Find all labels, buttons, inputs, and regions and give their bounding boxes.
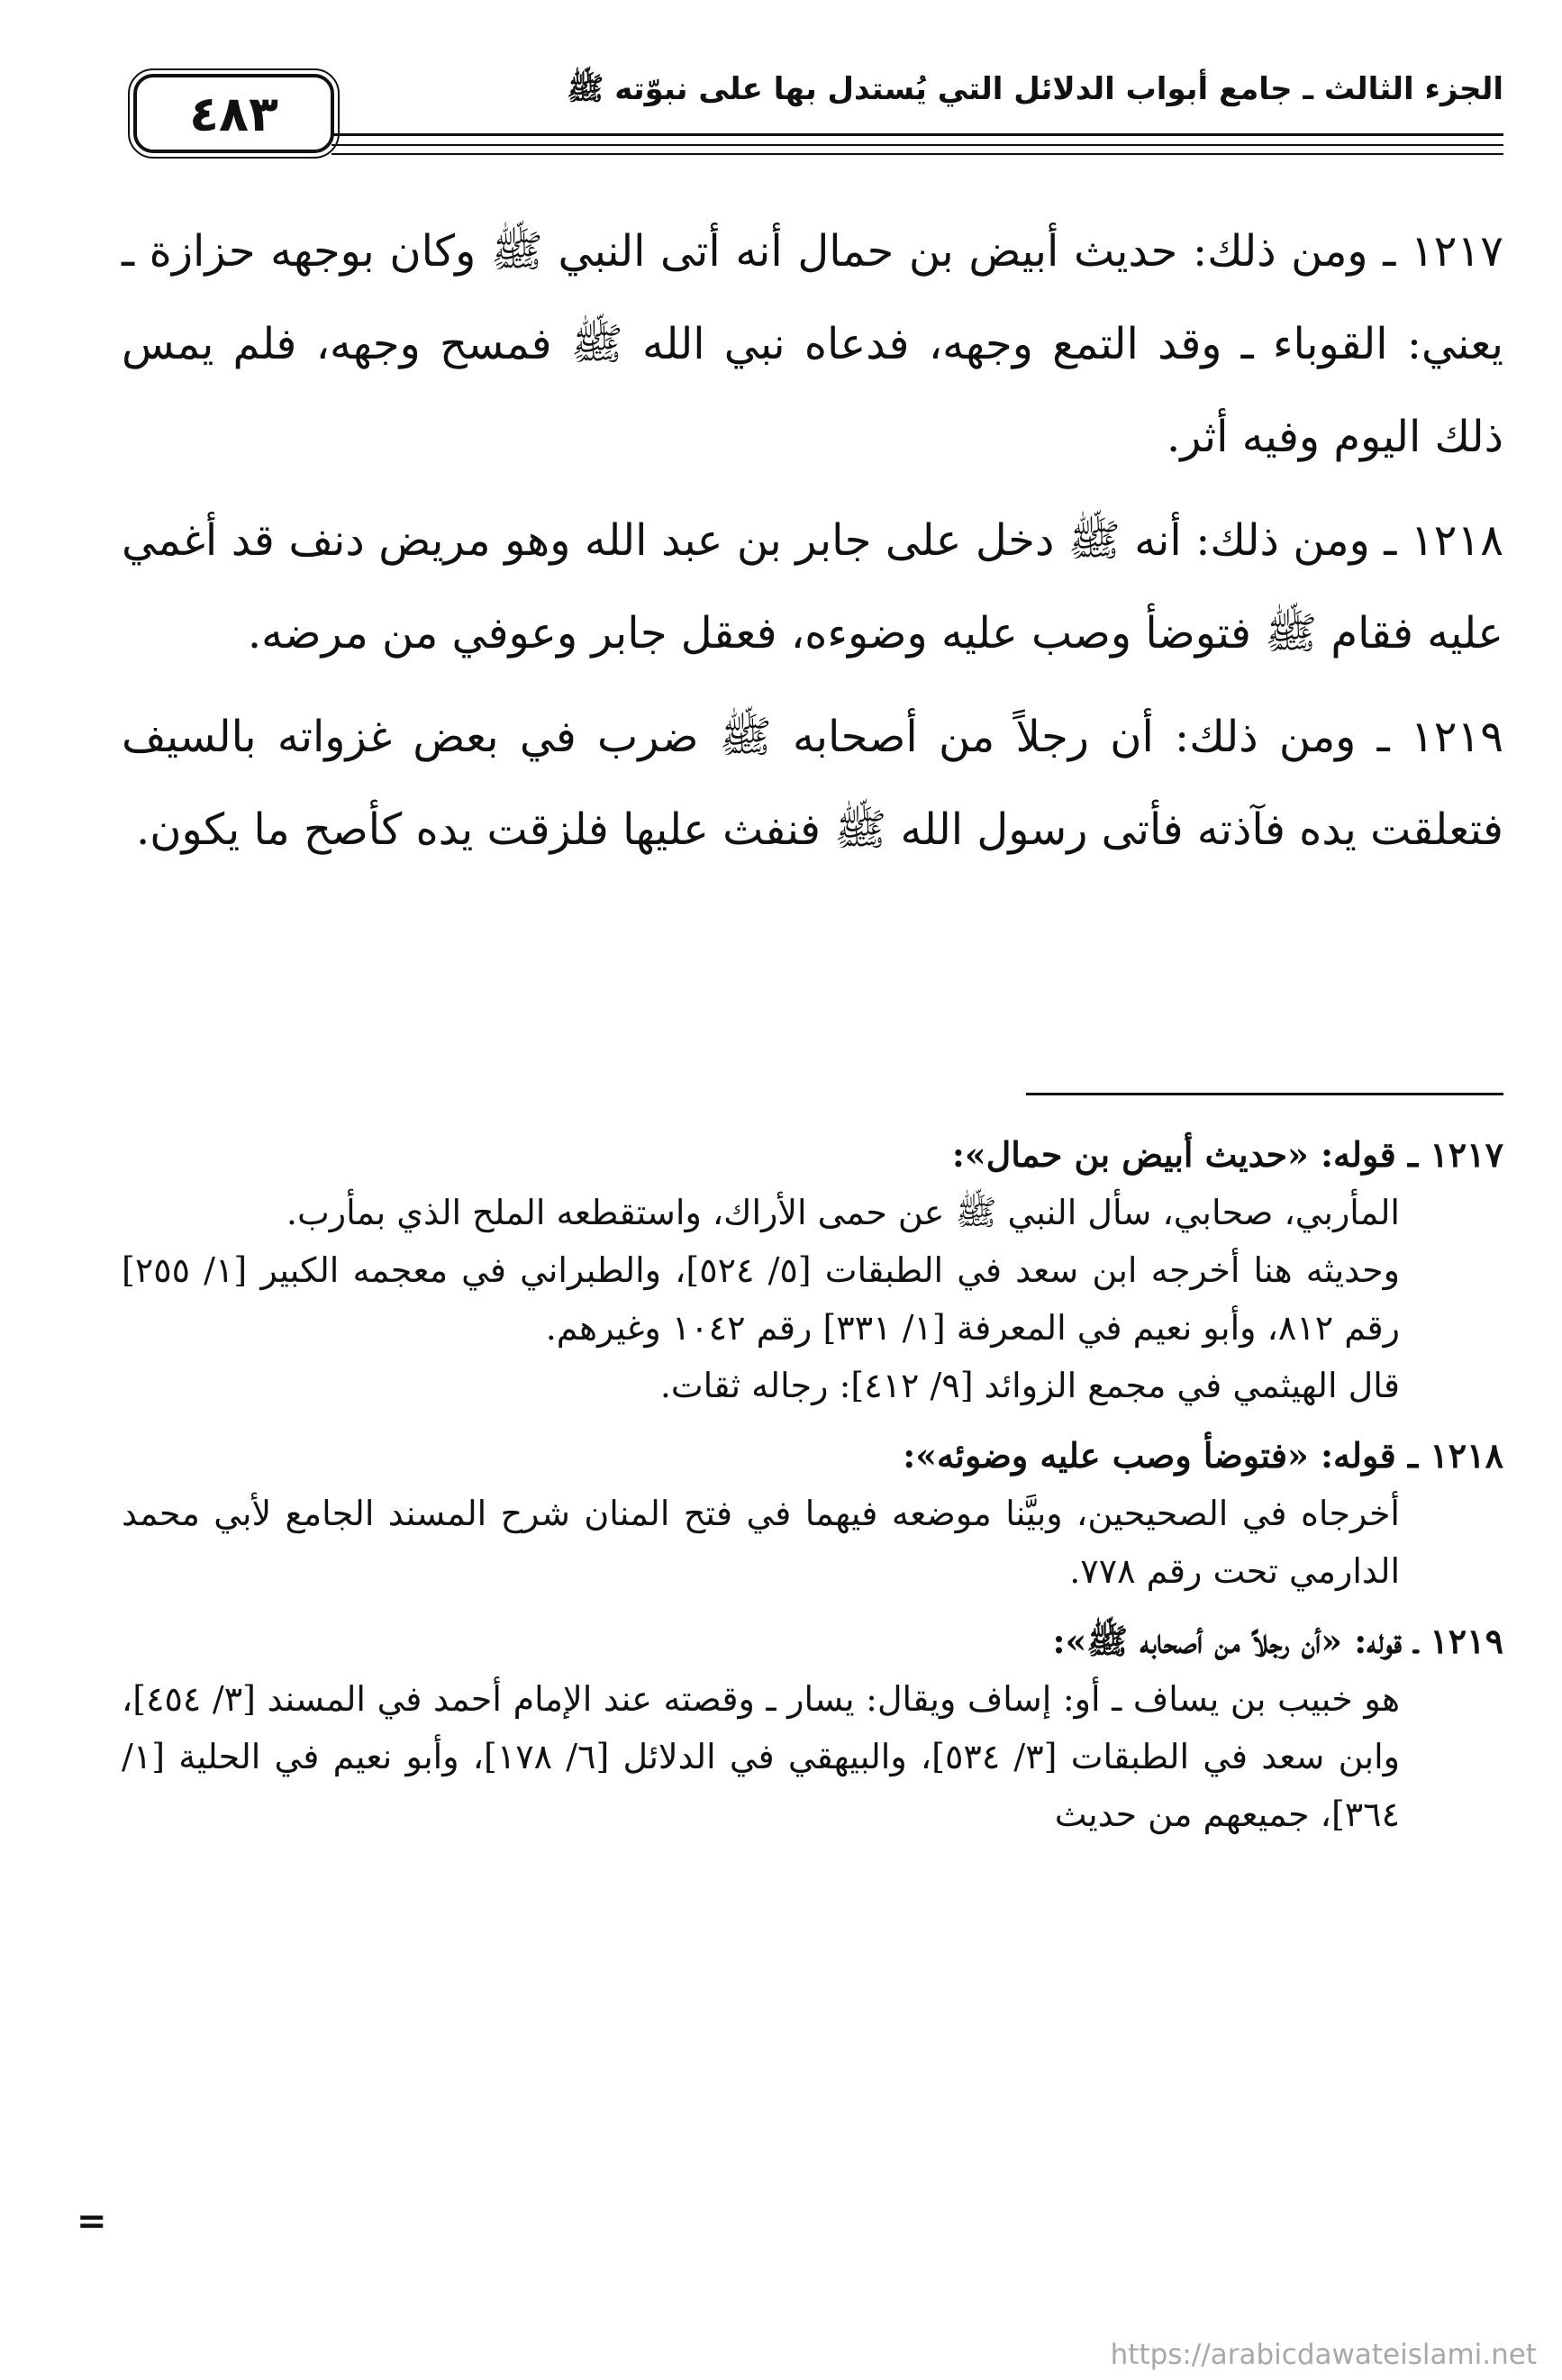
footnote-heading: ١٢١٨ ـ قوله: «فتوضأ وصب عليه وضوئه»: bbox=[903, 1435, 1503, 1476]
footnote-line: هو خبيب بن يساف ـ أو: إساف ويقال: يسار ـ وقصته عند الإمام أحمد في المسند [٣/ ٤٥٤]، وابن سعد في الطبقات [٣/ ٥٣٤]، والبيهقي في الدلائل [٦/ ١٧٨]، وأبو نعيم في الحلية [١/ ٣٦٤]، جميعهم من حديث bbox=[122, 1679, 1401, 1834]
footnote-1218 bbox=[122, 1427, 1503, 1600]
footnote-1217 bbox=[122, 1126, 1503, 1414]
paragraph-1219: ١٢١٩ ـ ومن ذلك: أن رجلاً من أصحابه ﷺ ضرب في بعض غزواته بالسيف فتعلقت يده فآذته فأتى رسول الله ﷺ فنفث عليها فلزقت يده كأصح ما يكون. bbox=[122, 712, 1503, 855]
footnote-body bbox=[122, 1485, 1400, 1600]
footnote-1219 bbox=[122, 1612, 1503, 1843]
footnote-line: قال الهيثمي في مجمع الزوائد [٩/ ٤١٢]: رجاله ثقات. bbox=[659, 1366, 1400, 1405]
footnote-body bbox=[122, 1670, 1400, 1843]
header-rule bbox=[331, 153, 1503, 155]
paragraph-1218: ١٢١٨ ـ ومن ذلك: أنه ﷺ دخل على جابر بن عبد الله وهو مريض دنف قد أغمي عليه فقام ﷺ فتوضأ وصب عليه وضوءه، فعقل جابر وعوفي من مرضه. bbox=[122, 515, 1503, 659]
header-rule bbox=[331, 133, 1503, 136]
main-text bbox=[122, 205, 1503, 887]
running-title: الجزء الثالث ـ جامع أبواب الدلائل التي يُستدل بها على نبوّته ﷺ bbox=[567, 71, 1503, 107]
footnote-line: أخرجاه في الصحيحين، وبيَّنا موضعه فيهما في فتح المنان شرح المسند الجامع لأبي محمد الدارمي تحت رقم ٧٧٨. bbox=[122, 1494, 1400, 1591]
continuation-mark: = bbox=[77, 2200, 107, 2242]
footnote-heading: ١٢١٧ ـ قوله: «حديث أبيض بن حمال»: bbox=[951, 1134, 1503, 1175]
footnotes bbox=[122, 1126, 1503, 1856]
footnote-body bbox=[122, 1184, 1400, 1414]
header-rule bbox=[331, 144, 1503, 146]
watermark-url: https://arabicdawateislami.net bbox=[1110, 2339, 1537, 2371]
page-header bbox=[124, 63, 1503, 149]
page-number: ٤٨٣ bbox=[133, 74, 334, 153]
paragraph-1217: ١٢١٧ ـ ومن ذلك: حديث أبيض بن حمال أنه أتى النبي ﷺ وكان بوجهه حزازة ـ يعني: القوباء ـ وقد التمع وجهه، فدعاه نبي الله ﷺ فمسح وجهه، فلم يمس ذلك اليوم وفيه أثر. bbox=[122, 226, 1503, 462]
footnote-heading: ١٢١٩ ـ قوله: «أن رجلاً من أصحابه ﷺ»: bbox=[1052, 1621, 1503, 1661]
footnote-line: وحديثه هنا أخرجه ابن سعد في الطبقات [٥/ ٥٢٤]، والطبراني في معجمه الكبير [١/ ٢٥٥] رقم ٨١٢، وأبو نعيم في المعرفة [١/ ٣٣١] رقم ١٠٤٢ وغيرهم. bbox=[122, 1250, 1400, 1348]
footnote-separator bbox=[1026, 1093, 1503, 1095]
footnote-line: المأربي، صحابي، سأل النبي ﷺ عن حمى الأراك، واستقطعه الملح الذي بمأرب. bbox=[286, 1193, 1400, 1232]
